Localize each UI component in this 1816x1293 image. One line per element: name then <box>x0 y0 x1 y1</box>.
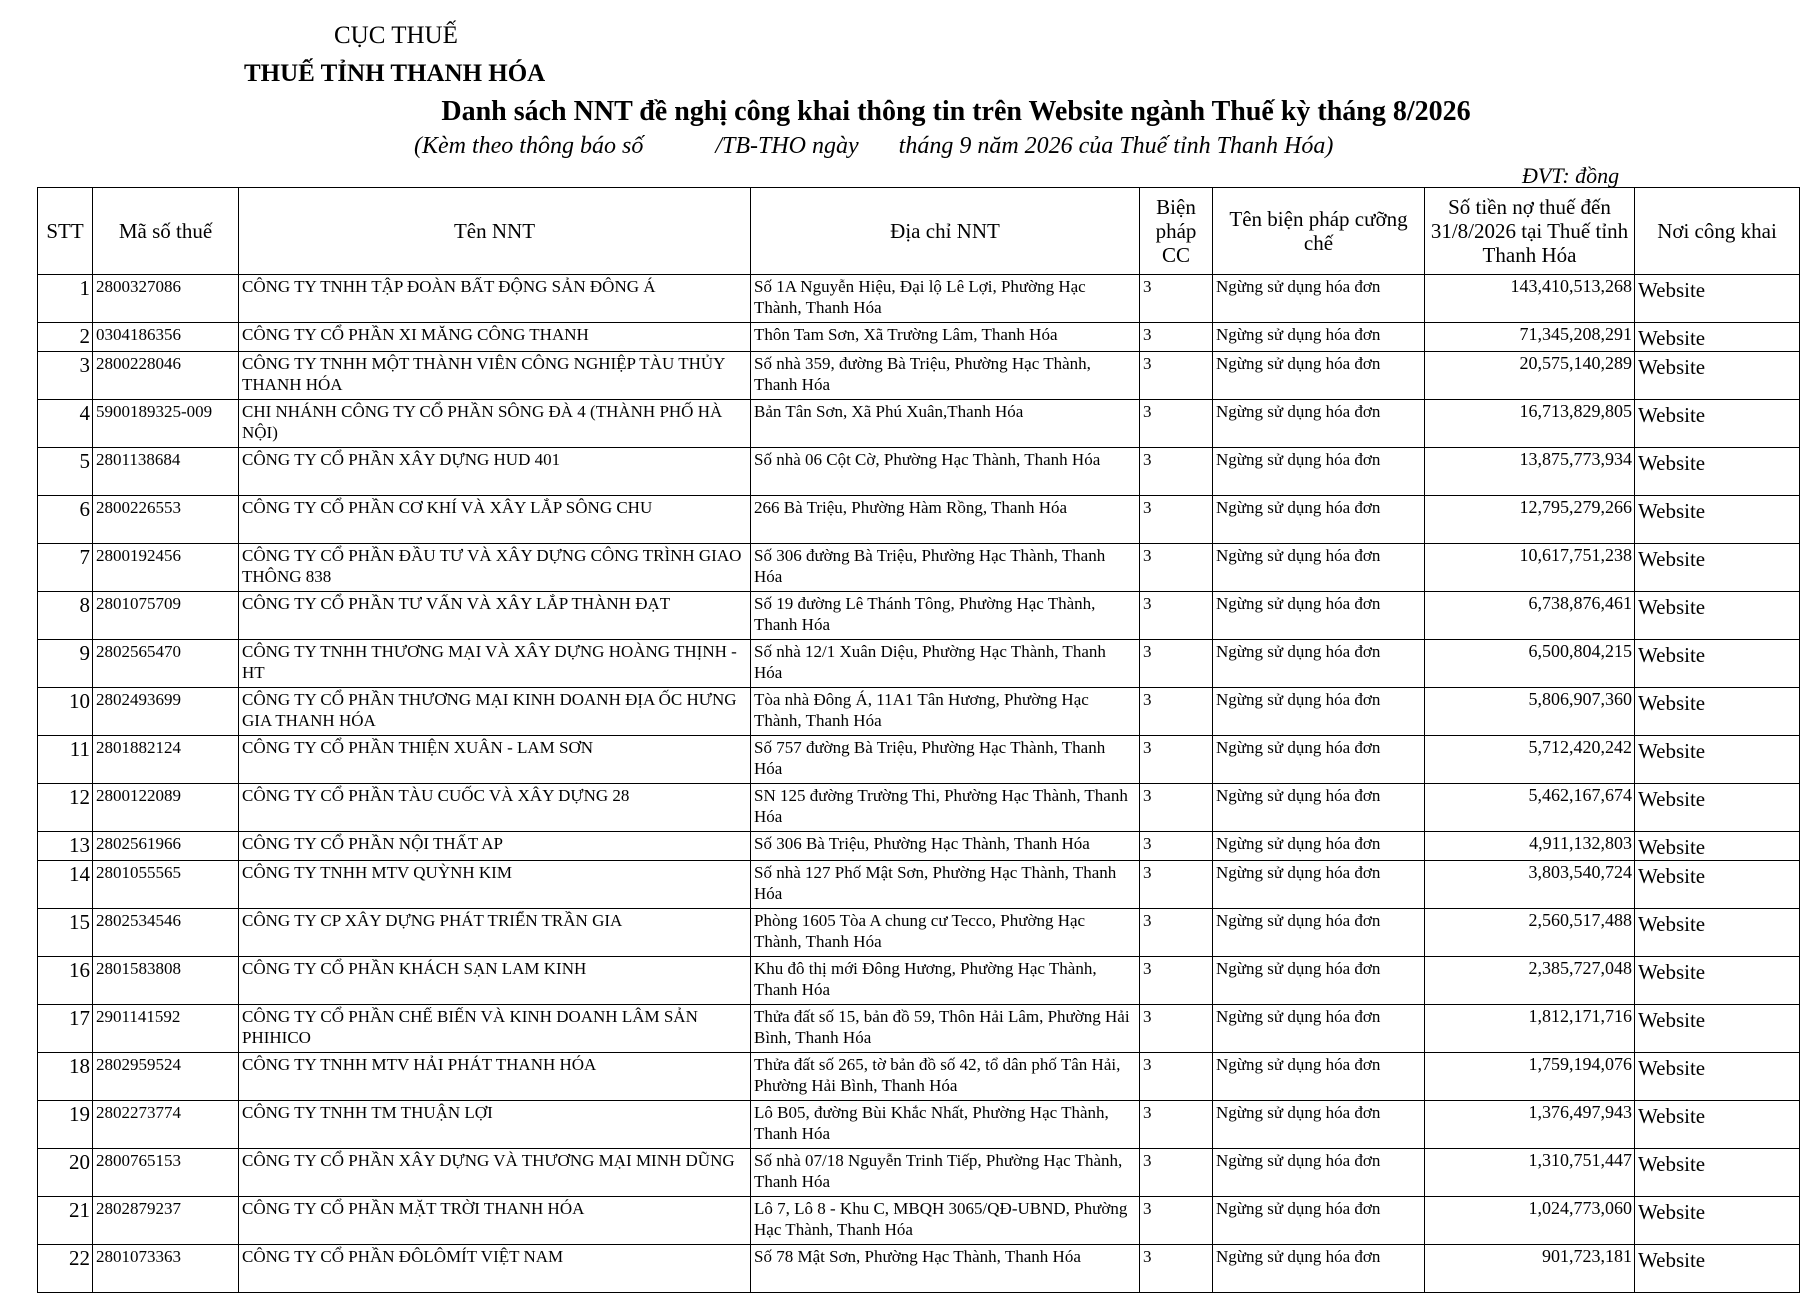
taxpayer-address-cell: Số 1A Nguyễn Hiệu, Đại lộ Lê Lợi, Phường Hạc Thành, Thanh Hóa <box>751 275 1140 323</box>
row-stt-cell: 8 <box>38 592 93 640</box>
taxpayer-address-cell: Phòng 1605 Tòa A chung cư Tecco, Phường Hạc Thành, Thanh Hóa <box>751 909 1140 957</box>
taxpayer-address-cell: Số 306 đường Bà Triệu, Phường Hạc Thành, Thanh Hóa <box>751 544 1140 592</box>
taxpayer-address-cell: Số nhà 359, đường Bà Triệu, Phường Hạc Thành, Thanh Hóa <box>751 352 1140 400</box>
taxpayer-name-cell: CÔNG TY TNHH MỘT THÀNH VIÊN CÔNG NGHIỆP TÀU THỦY THANH HÓA <box>239 352 751 400</box>
tax-code-cell: 0304186356 <box>93 323 239 352</box>
publish-place-cell: Website <box>1635 832 1800 861</box>
taxpayer-address-cell: Thửa đất số 265, tờ bản đồ số 42, tổ dân phố Tân Hải, Phường Hải Bình, Thanh Hóa <box>751 1053 1140 1101</box>
measure-name-cell: Ngừng sử dụng hóa đơn <box>1213 1149 1425 1197</box>
taxpayer-address-cell: SN 125 đường Trường Thi, Phường Hạc Thành, Thanh Hóa <box>751 784 1140 832</box>
measure-code-cell: 3 <box>1140 592 1213 640</box>
measure-name-cell: Ngừng sử dụng hóa đơn <box>1213 352 1425 400</box>
taxpayer-address-cell: Khu đô thị mới Đông Hương, Phường Hạc Thành, Thanh Hóa <box>751 957 1140 1005</box>
debt-amount-cell: 1,310,751,447 <box>1425 1149 1635 1197</box>
row-stt-cell: 13 <box>38 832 93 861</box>
debt-amount-cell: 2,385,727,048 <box>1425 957 1635 1005</box>
debt-amount-cell: 10,617,751,238 <box>1425 544 1635 592</box>
taxpayer-name-cell: CÔNG TY CỔ PHẦN TƯ VẤN VÀ XÂY LẮP THÀNH ĐẠT <box>239 592 751 640</box>
publish-place-cell: Website <box>1635 1197 1800 1245</box>
debt-amount-cell: 6,738,876,461 <box>1425 592 1635 640</box>
table-row <box>38 640 1800 688</box>
debt-amount-cell: 5,462,167,674 <box>1425 784 1635 832</box>
tax-code-cell: 2801075709 <box>93 592 239 640</box>
taxpayer-name-cell: CÔNG TY CỔ PHẦN XI MĂNG CÔNG THANH <box>239 323 751 352</box>
tax-code-cell: 2802493699 <box>93 688 239 736</box>
publish-place-cell: Website <box>1635 736 1800 784</box>
publish-place-cell: Website <box>1635 400 1800 448</box>
tax-code-cell: 2801583808 <box>93 957 239 1005</box>
agency-name-line1: CỤC THUẾ <box>334 22 458 49</box>
header-col-debt-amount: Số tiền nợ thuế đến 31/8/2026 tại Thuế tỉnh Thanh Hóa <box>1425 188 1635 275</box>
publish-place-cell: Website <box>1635 1149 1800 1197</box>
table-row <box>38 1005 1800 1053</box>
table-row <box>38 957 1800 1005</box>
measure-code-cell: 3 <box>1140 1005 1213 1053</box>
taxpayer-name-cell: CÔNG TY TNHH MTV HẢI PHÁT THANH HÓA <box>239 1053 751 1101</box>
tax-code-cell: 2802273774 <box>93 1101 239 1149</box>
tax-code-cell: 2800226553 <box>93 496 239 544</box>
measure-code-cell: 3 <box>1140 352 1213 400</box>
table-row <box>38 448 1800 496</box>
tax-code-cell: 2901141592 <box>93 1005 239 1053</box>
taxpayer-address-cell: Lô B05, đường Bùi Khắc Nhất, Phường Hạc Thành, Thanh Hóa <box>751 1101 1140 1149</box>
measure-name-cell: Ngừng sử dụng hóa đơn <box>1213 496 1425 544</box>
tax-code-cell: 2801055565 <box>93 861 239 909</box>
table-row <box>38 275 1800 323</box>
publish-place-cell: Website <box>1635 448 1800 496</box>
publish-place-cell: Website <box>1635 1101 1800 1149</box>
measure-name-cell: Ngừng sử dụng hóa đơn <box>1213 832 1425 861</box>
table-row <box>38 736 1800 784</box>
measure-name-cell: Ngừng sử dụng hóa đơn <box>1213 544 1425 592</box>
taxpayer-address-cell: Số 78 Mật Sơn, Phường Hạc Thành, Thanh Hóa <box>751 1245 1140 1293</box>
debt-amount-cell: 1,759,194,076 <box>1425 1053 1635 1101</box>
table-row <box>38 352 1800 400</box>
row-stt-cell: 6 <box>38 496 93 544</box>
debt-amount-cell: 4,911,132,803 <box>1425 832 1635 861</box>
taxpayer-name-cell: CÔNG TY CỔ PHẦN XÂY DỰNG HUD 401 <box>239 448 751 496</box>
tax-code-cell: 2800327086 <box>93 275 239 323</box>
publish-place-cell: Website <box>1635 784 1800 832</box>
row-stt-cell: 10 <box>38 688 93 736</box>
taxpayer-address-cell: Số nhà 127 Phố Mật Sơn, Phường Hạc Thành, Thanh Hóa <box>751 861 1140 909</box>
table-row <box>38 909 1800 957</box>
taxpayer-address-cell: Số nhà 07/18 Nguyễn Trinh Tiếp, Phường Hạc Thành, Thanh Hóa <box>751 1149 1140 1197</box>
subtitle-part3: tháng 9 năm 2026 của Thuế tỉnh Thanh Hóa) <box>898 133 1334 159</box>
header-col-tax-code: Mã số thuế <box>93 188 239 275</box>
debt-amount-cell: 5,712,420,242 <box>1425 736 1635 784</box>
taxpayer-name-cell: CÔNG TY CỔ PHẦN KHÁCH SẠN LAM KINH <box>239 957 751 1005</box>
subtitle-part2: /TB-THO ngày <box>715 133 859 159</box>
measure-name-cell: Ngừng sử dụng hóa đơn <box>1213 1101 1425 1149</box>
debt-amount-cell: 1,024,773,060 <box>1425 1197 1635 1245</box>
debt-amount-cell: 12,795,279,266 <box>1425 496 1635 544</box>
publish-place-cell: Website <box>1635 275 1800 323</box>
debt-amount-cell: 13,875,773,934 <box>1425 448 1635 496</box>
taxpayer-name-cell: CHI NHÁNH CÔNG TY CỔ PHẦN SÔNG ĐÀ 4 (THÀNH PHỐ HÀ NỘI) <box>239 400 751 448</box>
tax-code-cell: 2800228046 <box>93 352 239 400</box>
publish-place-cell: Website <box>1635 861 1800 909</box>
taxpayer-address-cell: Số 19 đường Lê Thánh Tông, Phường Hạc Thành, Thanh Hóa <box>751 592 1140 640</box>
measure-code-cell: 3 <box>1140 736 1213 784</box>
table-row <box>38 1197 1800 1245</box>
publish-place-cell: Website <box>1635 323 1800 352</box>
measure-name-cell: Ngừng sử dụng hóa đơn <box>1213 957 1425 1005</box>
row-stt-cell: 19 <box>38 1101 93 1149</box>
measure-code-cell: 3 <box>1140 957 1213 1005</box>
measure-code-cell: 3 <box>1140 640 1213 688</box>
table-row <box>38 544 1800 592</box>
row-stt-cell: 16 <box>38 957 93 1005</box>
table-row <box>38 400 1800 448</box>
debt-amount-cell: 901,723,181 <box>1425 1245 1635 1293</box>
measure-name-cell: Ngừng sử dụng hóa đơn <box>1213 592 1425 640</box>
publish-place-cell: Website <box>1635 1053 1800 1101</box>
row-stt-cell: 3 <box>38 352 93 400</box>
taxpayer-address-cell: 266 Bà Triệu, Phường Hàm Rồng, Thanh Hóa <box>751 496 1140 544</box>
tax-code-cell: 2801073363 <box>93 1245 239 1293</box>
tax-code-cell: 2801138684 <box>93 448 239 496</box>
table-row <box>38 1149 1800 1197</box>
table-row <box>38 1101 1800 1149</box>
row-stt-cell: 21 <box>38 1197 93 1245</box>
taxpayer-name-cell: CÔNG TY CỔ PHẦN ĐÔLÔMÍT VIỆT NAM <box>239 1245 751 1293</box>
debt-amount-cell: 20,575,140,289 <box>1425 352 1635 400</box>
measure-code-cell: 3 <box>1140 1197 1213 1245</box>
taxpayer-name-cell: CÔNG TY CỔ PHẦN THƯƠNG MẠI KINH DOANH ĐỊA ỐC HƯNG GIA THANH HÓA <box>239 688 751 736</box>
header-col-measure-code: Biện pháp CC <box>1140 188 1213 275</box>
debt-amount-cell: 1,812,171,716 <box>1425 1005 1635 1053</box>
publish-place-cell: Website <box>1635 688 1800 736</box>
row-stt-cell: 22 <box>38 1245 93 1293</box>
tax-code-cell: 2801882124 <box>93 736 239 784</box>
row-stt-cell: 12 <box>38 784 93 832</box>
row-stt-cell: 20 <box>38 1149 93 1197</box>
measure-name-cell: Ngừng sử dụng hóa đơn <box>1213 1005 1425 1053</box>
document-subtitle <box>414 133 1333 160</box>
taxpayer-address-cell: Tòa nhà Đông Á, 11A1 Tân Hương, Phường Hạc Thành, Thanh Hóa <box>751 688 1140 736</box>
publish-place-cell: Website <box>1635 640 1800 688</box>
table-row <box>38 688 1800 736</box>
row-stt-cell: 2 <box>38 323 93 352</box>
debt-amount-cell: 3,803,540,724 <box>1425 861 1635 909</box>
taxpayer-name-cell: CÔNG TY TNHH THƯƠNG MẠI VÀ XÂY DỰNG HOÀNG THỊNH - HT <box>239 640 751 688</box>
table-row <box>38 323 1800 352</box>
agency-name-line2: THUẾ TỈNH THANH HÓA <box>244 60 546 87</box>
row-stt-cell: 7 <box>38 544 93 592</box>
debt-amount-cell: 1,376,497,943 <box>1425 1101 1635 1149</box>
publish-place-cell: Website <box>1635 909 1800 957</box>
tax-code-cell: 2802879237 <box>93 1197 239 1245</box>
row-stt-cell: 4 <box>38 400 93 448</box>
currency-unit: ĐVT: đồng <box>1522 163 1620 188</box>
debt-amount-cell: 6,500,804,215 <box>1425 640 1635 688</box>
measure-code-cell: 3 <box>1140 496 1213 544</box>
row-stt-cell: 9 <box>38 640 93 688</box>
debt-amount-cell: 2,560,517,488 <box>1425 909 1635 957</box>
measure-code-cell: 3 <box>1140 400 1213 448</box>
debt-amount-cell: 143,410,513,268 <box>1425 275 1635 323</box>
subtitle-part1: (Kèm theo thông báo số <box>414 133 644 159</box>
table-header-row <box>38 188 1800 275</box>
measure-code-cell: 3 <box>1140 448 1213 496</box>
taxpayer-address-cell: Số 306 Bà Triệu, Phường Hạc Thành, Thanh Hóa <box>751 832 1140 861</box>
tax-code-cell: 2800122089 <box>93 784 239 832</box>
tax-code-cell: 2802959524 <box>93 1053 239 1101</box>
table-row <box>38 592 1800 640</box>
header-col-stt: STT <box>38 188 93 275</box>
taxpayer-table <box>37 187 1800 1293</box>
measure-name-cell: Ngừng sử dụng hóa đơn <box>1213 323 1425 352</box>
taxpayer-address-cell: Thôn Tam Sơn, Xã Trường Lâm, Thanh Hóa <box>751 323 1140 352</box>
publish-place-cell: Website <box>1635 544 1800 592</box>
taxpayer-name-cell: CÔNG TY CỔ PHẦN MẶT TRỜI THANH HÓA <box>239 1197 751 1245</box>
measure-code-cell: 3 <box>1140 861 1213 909</box>
tax-code-cell: 2802565470 <box>93 640 239 688</box>
taxpayer-name-cell: CÔNG TY TNHH MTV QUỲNH KIM <box>239 861 751 909</box>
header-col-publish-place: Nơi công khai <box>1635 188 1800 275</box>
tax-code-cell: 2800192456 <box>93 544 239 592</box>
debt-amount-cell: 16,713,829,805 <box>1425 400 1635 448</box>
measure-code-cell: 3 <box>1140 688 1213 736</box>
taxpayer-address-cell: Số nhà 06 Cột Cờ, Phường Hạc Thành, Thanh Hóa <box>751 448 1140 496</box>
taxpayer-address-cell: Bản Tân Sơn, Xã Phú Xuân,Thanh Hóa <box>751 400 1140 448</box>
measure-code-cell: 3 <box>1140 1149 1213 1197</box>
measure-name-cell: Ngừng sử dụng hóa đơn <box>1213 1197 1425 1245</box>
measure-code-cell: 3 <box>1140 1053 1213 1101</box>
publish-place-cell: Website <box>1635 352 1800 400</box>
measure-code-cell: 3 <box>1140 323 1213 352</box>
taxpayer-name-cell: CÔNG TY CỔ PHẦN CHẾ BIẾN VÀ KINH DOANH LÂM SẢN PHIHICO <box>239 1005 751 1053</box>
table-row <box>38 784 1800 832</box>
row-stt-cell: 18 <box>38 1053 93 1101</box>
measure-name-cell: Ngừng sử dụng hóa đơn <box>1213 736 1425 784</box>
tax-code-cell: 2802534546 <box>93 909 239 957</box>
measure-name-cell: Ngừng sử dụng hóa đơn <box>1213 1245 1425 1293</box>
measure-code-cell: 3 <box>1140 909 1213 957</box>
taxpayer-name-cell: CÔNG TY CỔ PHẦN NỘI THẤT AP <box>239 832 751 861</box>
measure-code-cell: 3 <box>1140 832 1213 861</box>
table-body <box>38 275 1800 1293</box>
tax-code-cell: 2802561966 <box>93 832 239 861</box>
measure-name-cell: Ngừng sử dụng hóa đơn <box>1213 448 1425 496</box>
measure-code-cell: 3 <box>1140 544 1213 592</box>
row-stt-cell: 11 <box>38 736 93 784</box>
table-row <box>38 832 1800 861</box>
measure-code-cell: 3 <box>1140 784 1213 832</box>
measure-name-cell: Ngừng sử dụng hóa đơn <box>1213 400 1425 448</box>
header-col-address: Địa chỉ NNT <box>751 188 1140 275</box>
measure-name-cell: Ngừng sử dụng hóa đơn <box>1213 1053 1425 1101</box>
table-row <box>38 1245 1800 1293</box>
taxpayer-address-cell: Thửa đất số 15, bản đồ 59, Thôn Hải Lâm, Phường Hải Bình, Thanh Hóa <box>751 1005 1140 1053</box>
publish-place-cell: Website <box>1635 496 1800 544</box>
measure-name-cell: Ngừng sử dụng hóa đơn <box>1213 275 1425 323</box>
tax-code-cell: 5900189325-009 <box>93 400 239 448</box>
taxpayer-name-cell: CÔNG TY CỔ PHẦN CƠ KHÍ VÀ XÂY LẮP SÔNG CHU <box>239 496 751 544</box>
measure-code-cell: 3 <box>1140 275 1213 323</box>
measure-code-cell: 3 <box>1140 1245 1213 1293</box>
measure-name-cell: Ngừng sử dụng hóa đơn <box>1213 909 1425 957</box>
taxpayer-address-cell: Số nhà 12/1 Xuân Diệu, Phường Hạc Thành, Thanh Hóa <box>751 640 1140 688</box>
measure-name-cell: Ngừng sử dụng hóa đơn <box>1213 784 1425 832</box>
debt-amount-cell: 5,806,907,360 <box>1425 688 1635 736</box>
taxpayer-name-cell: CÔNG TY CỔ PHẦN XÂY DỰNG VÀ THƯƠNG MẠI MINH DŨNG <box>239 1149 751 1197</box>
row-stt-cell: 5 <box>38 448 93 496</box>
publish-place-cell: Website <box>1635 1005 1800 1053</box>
taxpayer-address-cell: Số 757 đường Bà Triệu, Phường Hạc Thành, Thanh Hóa <box>751 736 1140 784</box>
row-stt-cell: 15 <box>38 909 93 957</box>
debt-amount-cell: 71,345,208,291 <box>1425 323 1635 352</box>
table-row <box>38 1053 1800 1101</box>
header-col-taxpayer-name: Tên NNT <box>239 188 751 275</box>
tax-code-cell: 2800765153 <box>93 1149 239 1197</box>
taxpayer-name-cell: CÔNG TY CỔ PHẦN ĐẦU TƯ VÀ XÂY DỰNG CÔNG TRÌNH GIAO THÔNG 838 <box>239 544 751 592</box>
measure-name-cell: Ngừng sử dụng hóa đơn <box>1213 861 1425 909</box>
publish-place-cell: Website <box>1635 592 1800 640</box>
measure-name-cell: Ngừng sử dụng hóa đơn <box>1213 688 1425 736</box>
measure-name-cell: Ngừng sử dụng hóa đơn <box>1213 640 1425 688</box>
table-row <box>38 496 1800 544</box>
measure-code-cell: 3 <box>1140 1101 1213 1149</box>
taxpayer-name-cell: CÔNG TY CỔ PHẦN THIỆN XUÂN - LAM SƠN <box>239 736 751 784</box>
row-stt-cell: 17 <box>38 1005 93 1053</box>
publish-place-cell: Website <box>1635 957 1800 1005</box>
document-title <box>0 96 1816 128</box>
header-col-measure-name: Tên biện pháp cưỡng chế <box>1213 188 1425 275</box>
taxpayer-name-cell: CÔNG TY CỔ PHẦN TÀU CUỐC VÀ XÂY DỰNG 28 <box>239 784 751 832</box>
taxpayer-name-cell: CÔNG TY CP XÂY DỰNG PHÁT TRIỂN TRẦN GIA <box>239 909 751 957</box>
table-row <box>38 861 1800 909</box>
taxpayer-name-cell: CÔNG TY TNHH TM THUẬN LỢI <box>239 1101 751 1149</box>
row-stt-cell: 14 <box>38 861 93 909</box>
taxpayer-address-cell: Lô 7, Lô 8 - Khu C, MBQH 3065/QĐ-UBND, Phường Hạc Thành, Thanh Hóa <box>751 1197 1140 1245</box>
publish-place-cell: Website <box>1635 1245 1800 1293</box>
taxpayer-name-cell: CÔNG TY TNHH TẬP ĐOÀN BẤT ĐỘNG SẢN ĐÔNG Á <box>239 275 751 323</box>
row-stt-cell: 1 <box>38 275 93 323</box>
document-title-text: Danh sách NNT đề nghị công khai thông tin trên Website ngành Thuế kỳ tháng 8/2026 <box>441 96 1471 127</box>
